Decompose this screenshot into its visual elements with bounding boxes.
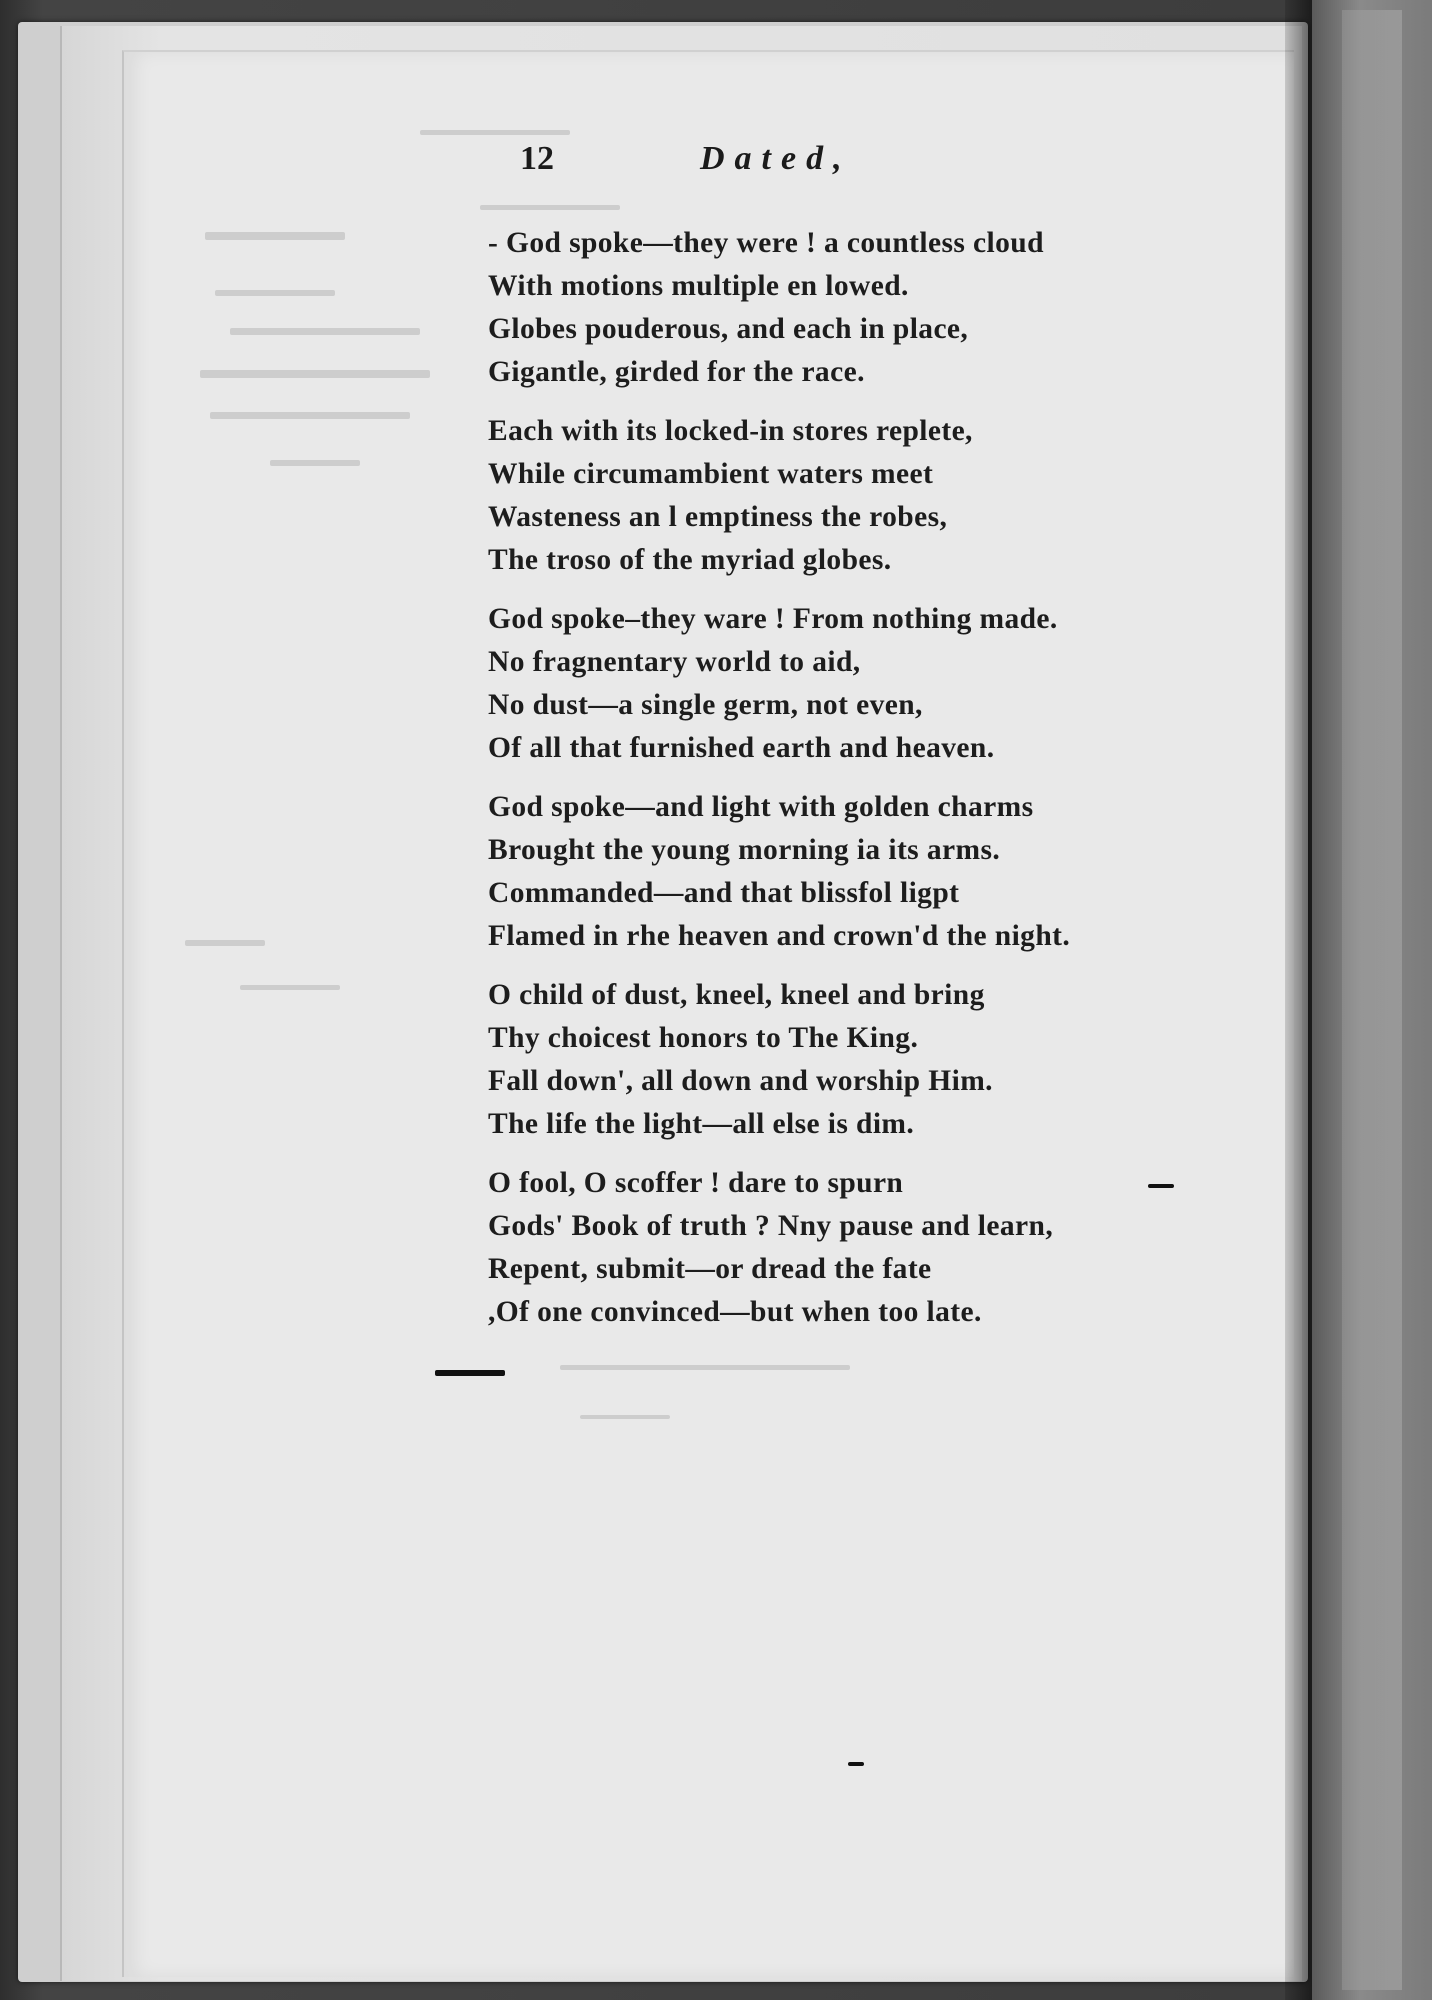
margin-smudge xyxy=(480,205,620,210)
poem-line: God spoke–they ware ! From nothing made. xyxy=(488,603,1058,635)
gutter-shadow xyxy=(1285,0,1313,2000)
margin-smudge xyxy=(200,370,430,378)
poem-line: Brought the young morning ia its arms. xyxy=(488,834,1001,866)
margin-smudge xyxy=(210,412,410,419)
margin-smudge xyxy=(230,328,420,335)
margin-smudge xyxy=(580,1415,670,1419)
poem-line: ,Of one convinced—but when too late. xyxy=(488,1296,982,1328)
margin-smudge xyxy=(420,130,570,135)
poem-line: Repent, submit—or dread the fate xyxy=(488,1253,932,1285)
margin-smudge xyxy=(560,1365,850,1370)
poem-line: Fall down', all down and worship Him. xyxy=(488,1065,993,1097)
poem-line: Commanded—and that blissfol ligpt xyxy=(488,877,960,909)
poem-line: Thy choicest honors to The King. xyxy=(488,1022,919,1054)
poem-line: Of all that furnished earth and heaven. xyxy=(488,732,995,764)
poem-line: Gigantle, girded for the race. xyxy=(488,356,865,388)
poem-stanza xyxy=(488,222,1208,394)
poem-line: Globes pouderous, and each in place, xyxy=(488,313,969,345)
ink-dash-mark xyxy=(435,1370,505,1376)
ink-dash-mark xyxy=(848,1762,864,1766)
poem-line: The life the light—all else is dim. xyxy=(488,1108,915,1140)
poem-stanza xyxy=(488,1162,1208,1334)
poem-line: O child of dust, kneel, kneel and bring xyxy=(488,979,985,1011)
poem-stanza xyxy=(488,410,1208,582)
poem-line: O fool, O scoffer ! dare to spurn xyxy=(488,1167,904,1199)
poem-line: - God spoke—they were ! a countless cloud xyxy=(488,227,1044,259)
poem-line: With motions multiple en lowed. xyxy=(488,270,909,302)
running-head-title: Dated, xyxy=(700,140,852,177)
poem-stanza xyxy=(488,598,1208,770)
poem-stanza xyxy=(488,786,1208,958)
margin-smudge xyxy=(205,232,345,240)
poem-line: Wasteness an l emptiness the robes, xyxy=(488,501,948,533)
poem-line: God spoke—and light with golden charms xyxy=(488,791,1034,823)
margin-smudge xyxy=(215,290,335,296)
poem-line: No fragnentary world to aid, xyxy=(488,646,861,678)
poem-line: Flamed in rhe heaven and crown'd the night. xyxy=(488,920,1071,952)
poem-body xyxy=(488,222,1208,1350)
poem-stanza xyxy=(488,974,1208,1146)
poem-line: No dust—a single germ, not even, xyxy=(488,689,923,721)
poem-line: While circumambient waters meet xyxy=(488,458,934,490)
margin-smudge xyxy=(240,985,340,990)
poem-line: Each with its locked-in stores replete, xyxy=(488,415,973,447)
margin-smudge xyxy=(270,460,360,466)
margin-smudge xyxy=(185,940,265,946)
poem-line: Gods' Book of truth ? Nny pause and learn, xyxy=(488,1210,1054,1242)
facing-page-edge xyxy=(1312,0,1432,2000)
poem-line: The troso of the myriad globes. xyxy=(488,544,892,576)
page-number: 12 xyxy=(520,140,554,177)
